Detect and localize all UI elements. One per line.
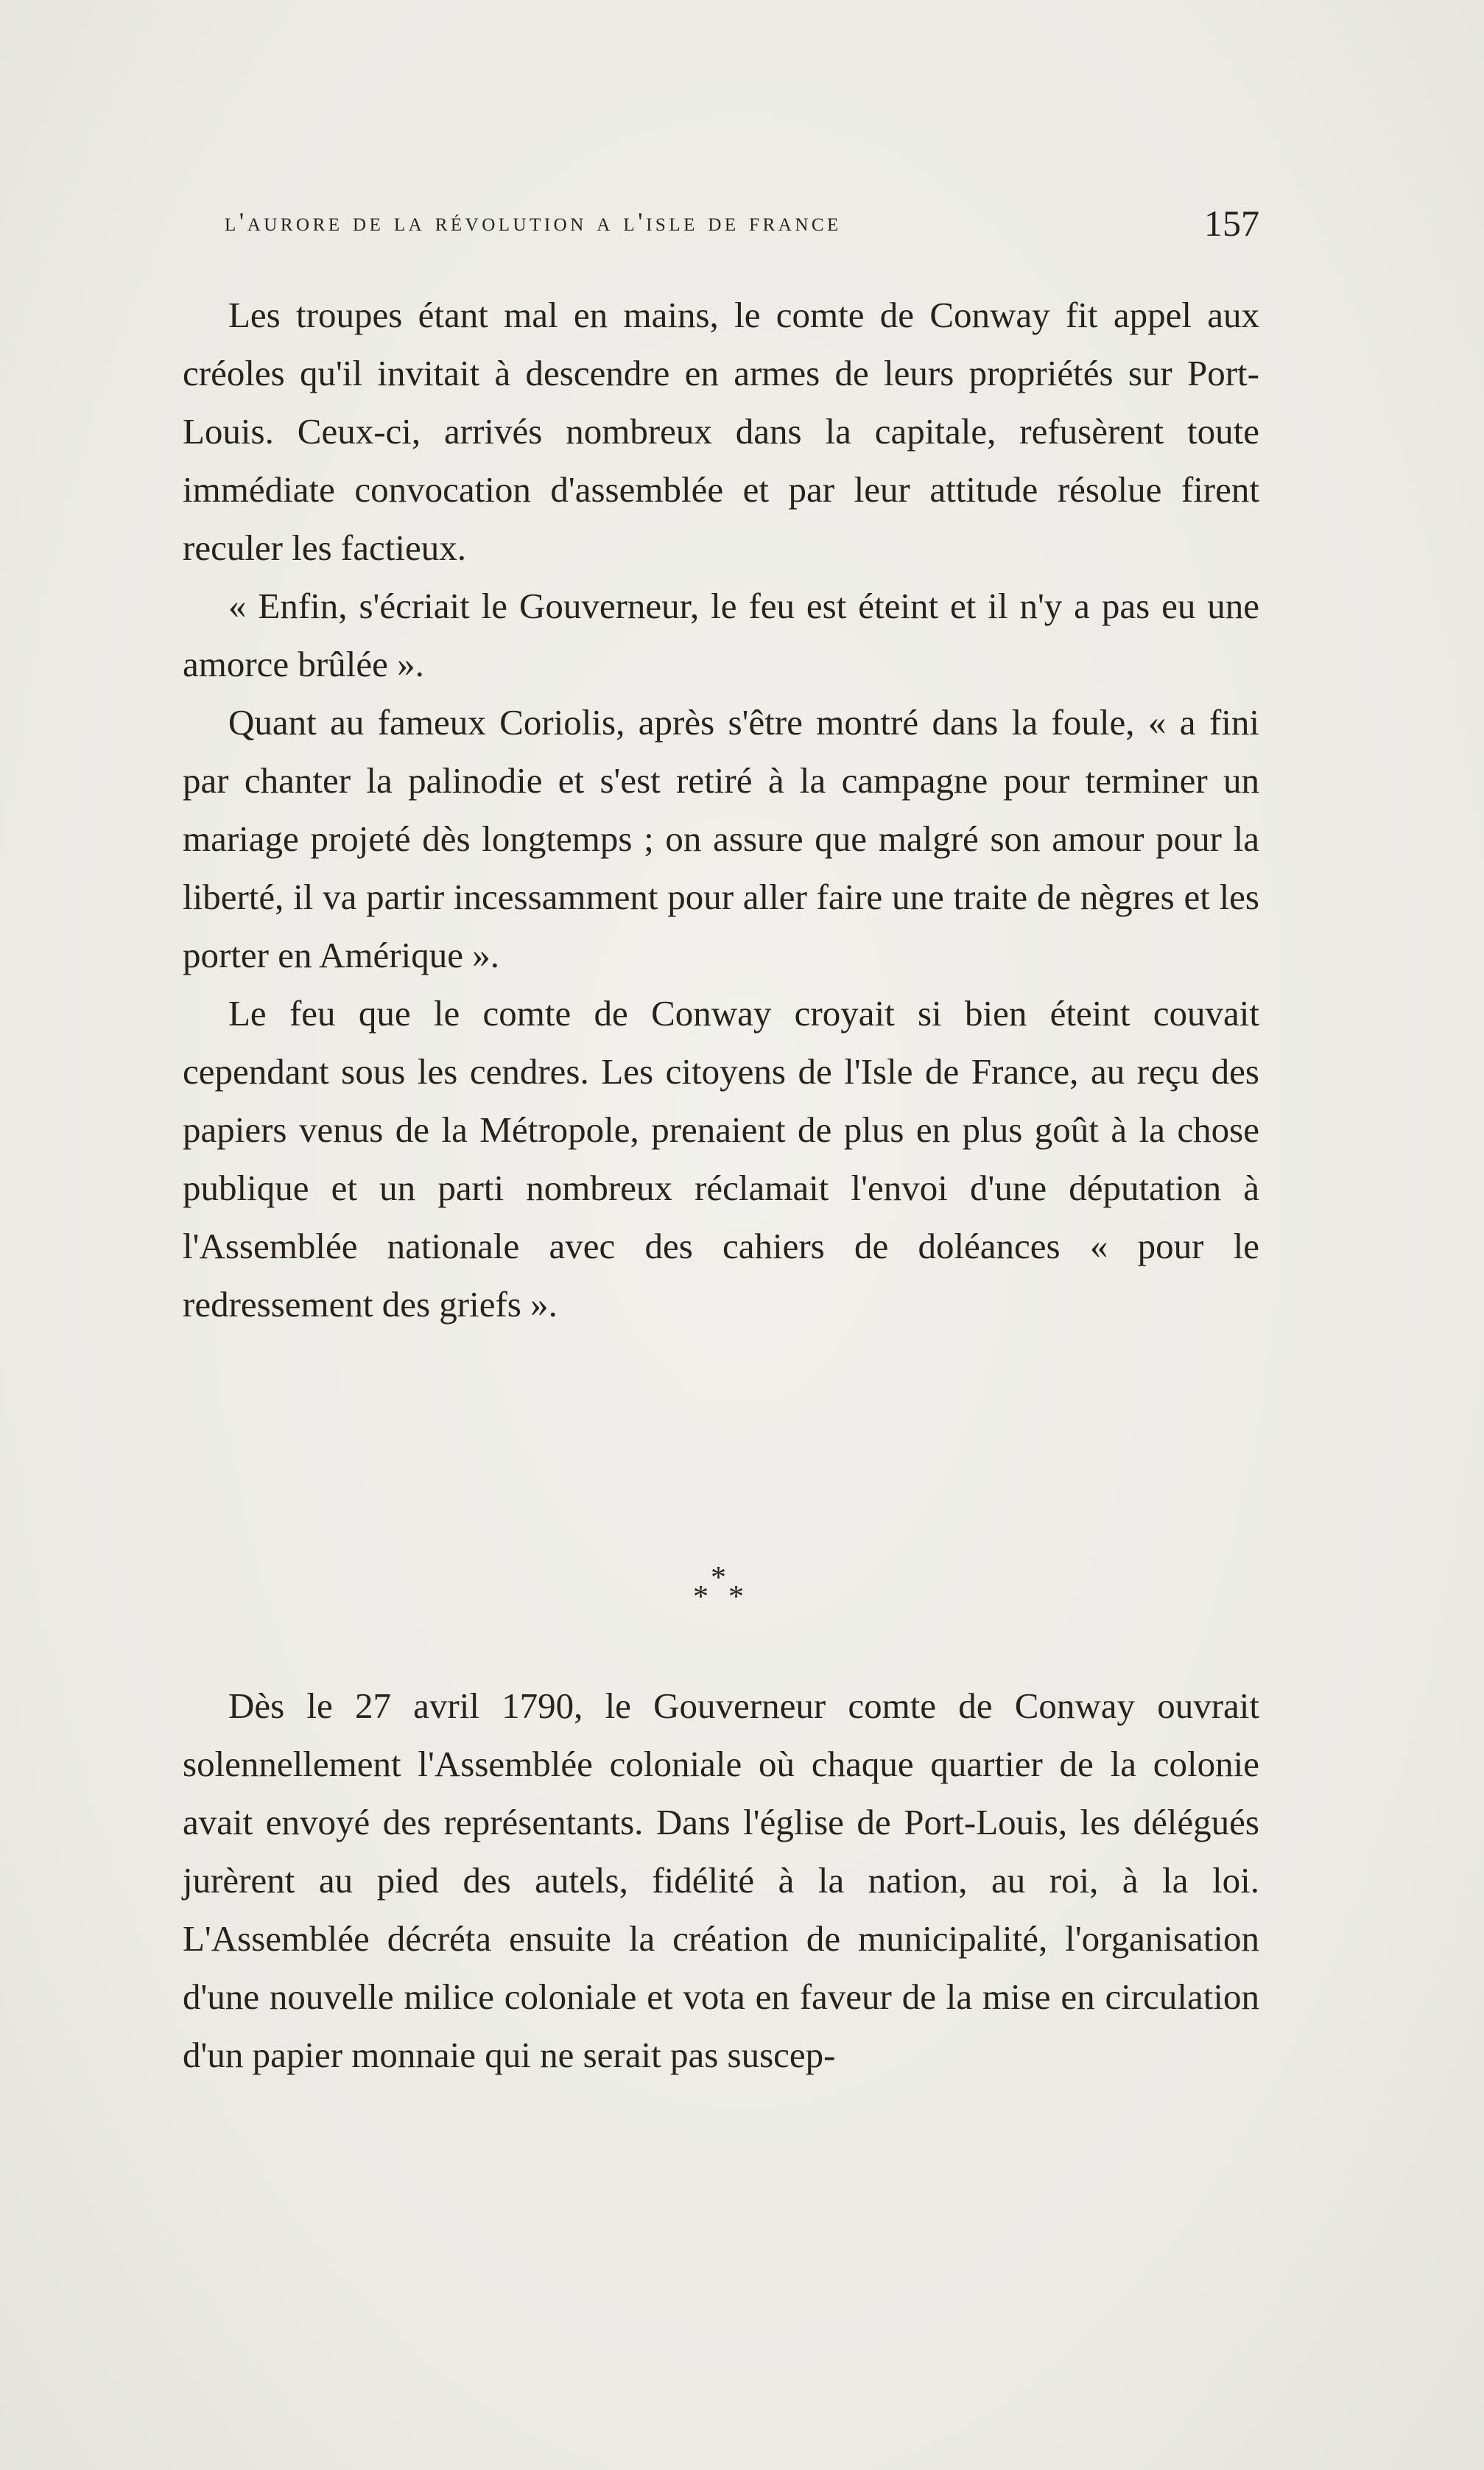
running-head [225,203,1259,250]
asterism-star: * [711,1561,726,1595]
body-text-upper [183,286,1259,1333]
body-text-lower [183,1677,1259,2084]
paragraph: Les troupes étant mal en mains, le comte de Conway fit appel aux créoles qu'il invitait à descendre en armes de leurs propriétés sur Port-Louis. Ceux-ci, arrivés nombreux dans la capitale, refusèrent toute immédiate convocation d'assemblée et par leur attitude résolue firent reculer les factieux. [183,295,1259,568]
paragraph: « Enfin, s'écriait le Gouverneur, le feu est éteint et il n'y a pas eu une amorce brûlée ». [183,586,1259,684]
asterism-star: * [728,1580,744,1614]
asterism-star: * [693,1580,708,1614]
asterism-separator [690,1560,749,1612]
paragraph: Le feu que le comte de Conway croyait si bien éteint couvait cependant sous les cendres. Les citoyens de l'Isle de France, au reçu des papiers venus de la Métropole, prenaient de plus en plus goût à la chose publique et un parti nombreux réclamait l'envoi d'une députation à l'Assemblée nationale avec des cahiers de doléances « pour le redressement des griefs ». [183,993,1259,1325]
running-title: l'aurore de la révolution a l'isle de france [225,207,842,236]
paragraph: Quant au fameux Coriolis, après s'être montré dans la foule, « a fini par chanter la palinodie et s'est retiré à la campagne pour terminer un mariage projeté dès longtemps ; on assure que malgré son amour pour la liberté, il va partir incessamment pour aller faire une traite de nègres et les porter en Amérique ». [183,702,1259,975]
paragraph: Dès le 27 avril 1790, le Gouverneur comte de Conway ouvrait solennellement l'Assemblée coloniale où chaque quartier de la colonie avait envoyé des représentants. Dans l'église de Port-Louis, les délégués jurèrent au pied des autels, fidélité à la nation, au roi, à la loi. L'Assemblée décréta ensuite la création de municipalité, l'organisation d'une nouvelle milice coloniale et vota en faveur de la mise en circulation d'un papier monnaie qui ne serait pas suscep- [183,1685,1259,2075]
page-number: 157 [1204,203,1259,244]
